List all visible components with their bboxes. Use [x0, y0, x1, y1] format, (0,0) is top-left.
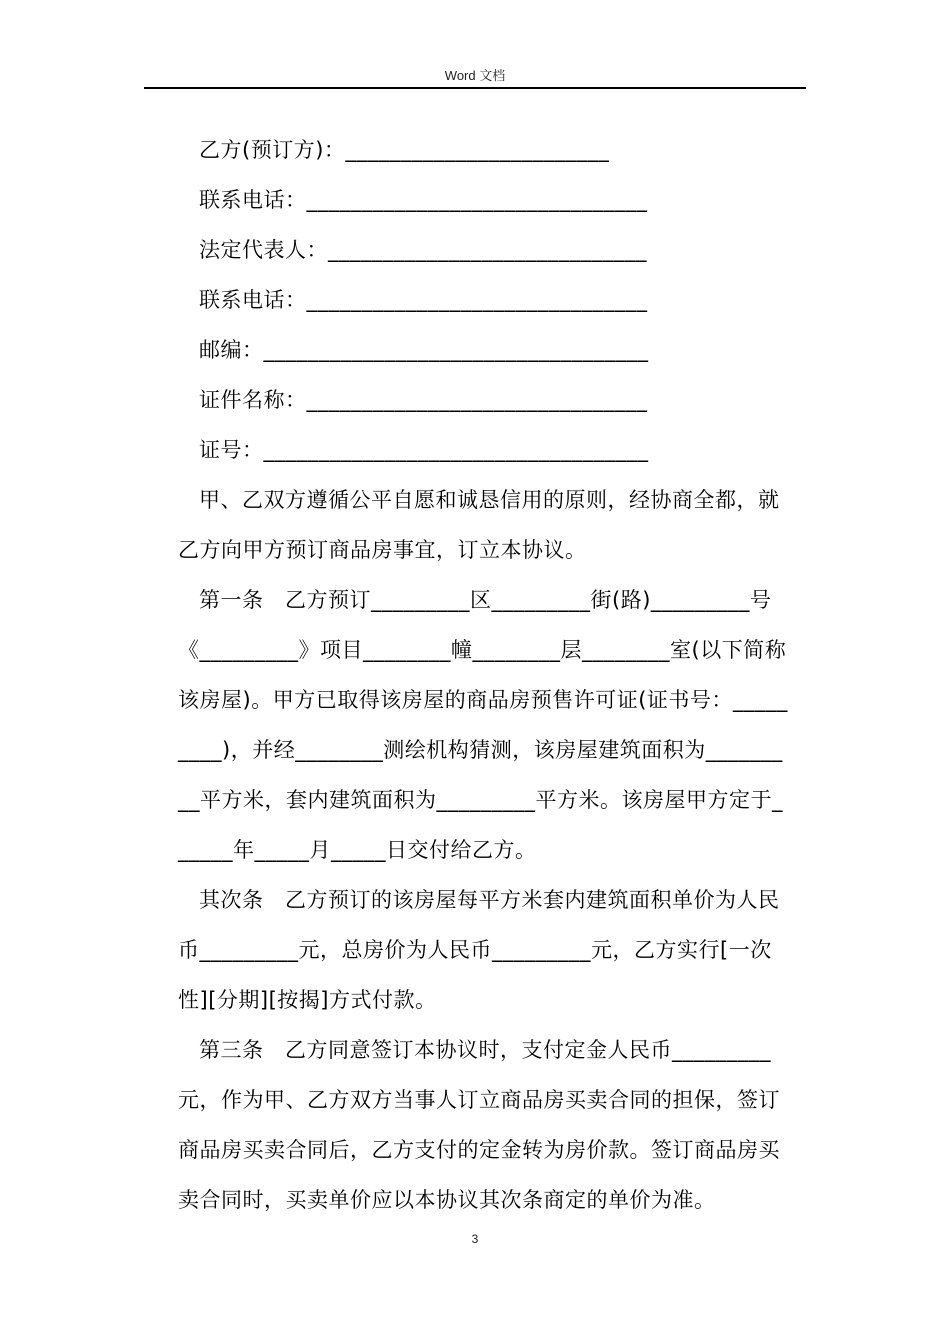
article-3-line-3: 商品房买卖合同后，乙方支付的定金转为房价款。签订商品房买 — [178, 1138, 780, 1162]
article-3-line-4: 卖合同时，买卖单价应以本协议其次条商定的单价为准。 — [178, 1188, 716, 1212]
article-1-line-3: 该房屋)。甲方已取得该房屋的商品房预售许可证(证书号：_____ — [178, 688, 788, 712]
article-1-line-4: ____)，并经________测绘机构猜测，该房屋建筑面积为_______ — [178, 738, 783, 762]
article-1-line-2: 《_________》项目________幢________层________室(以下简称 — [178, 638, 787, 662]
article-2-line-3: 性][分期][按揭]方式付款。 — [178, 988, 437, 1012]
id-type-line: 证件名称：_______________________________ — [199, 388, 648, 412]
article-1-line-5: __平方米，套内建筑面积为_________平方米。该房屋甲方定于_ — [178, 788, 783, 812]
header-title: Word 文档 — [444, 68, 506, 83]
article-1-line-6: _____年_____月_____日交付给乙方。 — [178, 838, 537, 862]
article-2-line-1: 其次条 乙方预订的该房屋每平方米套内建筑面积单价为人民 — [199, 888, 780, 912]
intro-paragraph-line-1: 甲、乙双方遵循公平自愿和诚恳信用的原则，经协商全都，就 — [199, 488, 780, 512]
article-1-line-1: 第一条 乙方预订_________区_________街(路)_________号 — [199, 588, 772, 612]
intro-paragraph-line-2: 乙方向甲方预订商品房事宜，订立本协议。 — [178, 538, 587, 562]
legal-representative-line: 法定代表人：_____________________________ — [199, 238, 647, 262]
contact-phone-line-2: 联系电话：_______________________________ — [199, 288, 648, 312]
id-number-line: 证号：___________________________________ — [199, 438, 649, 462]
page-number: 3 — [471, 1232, 479, 1246]
article-2-line-2: 币_________元，总房价为人民币_________元，乙方实行[一次 — [178, 938, 772, 962]
header-divider — [144, 87, 806, 89]
article-3-line-2: 元，作为甲、乙方双方当事人订立商品房买卖合同的担保，签订 — [178, 1088, 780, 1112]
postcode-line: 邮编：___________________________________ — [199, 338, 649, 362]
article-3-line-1: 第三条 乙方同意签订本协议时，支付定金人民币_________ — [199, 1038, 771, 1062]
party-b-line: 乙方(预订方)：________________________ — [199, 138, 610, 162]
document-body — [178, 125, 808, 1225]
contact-phone-line: 联系电话：_______________________________ — [199, 188, 648, 212]
